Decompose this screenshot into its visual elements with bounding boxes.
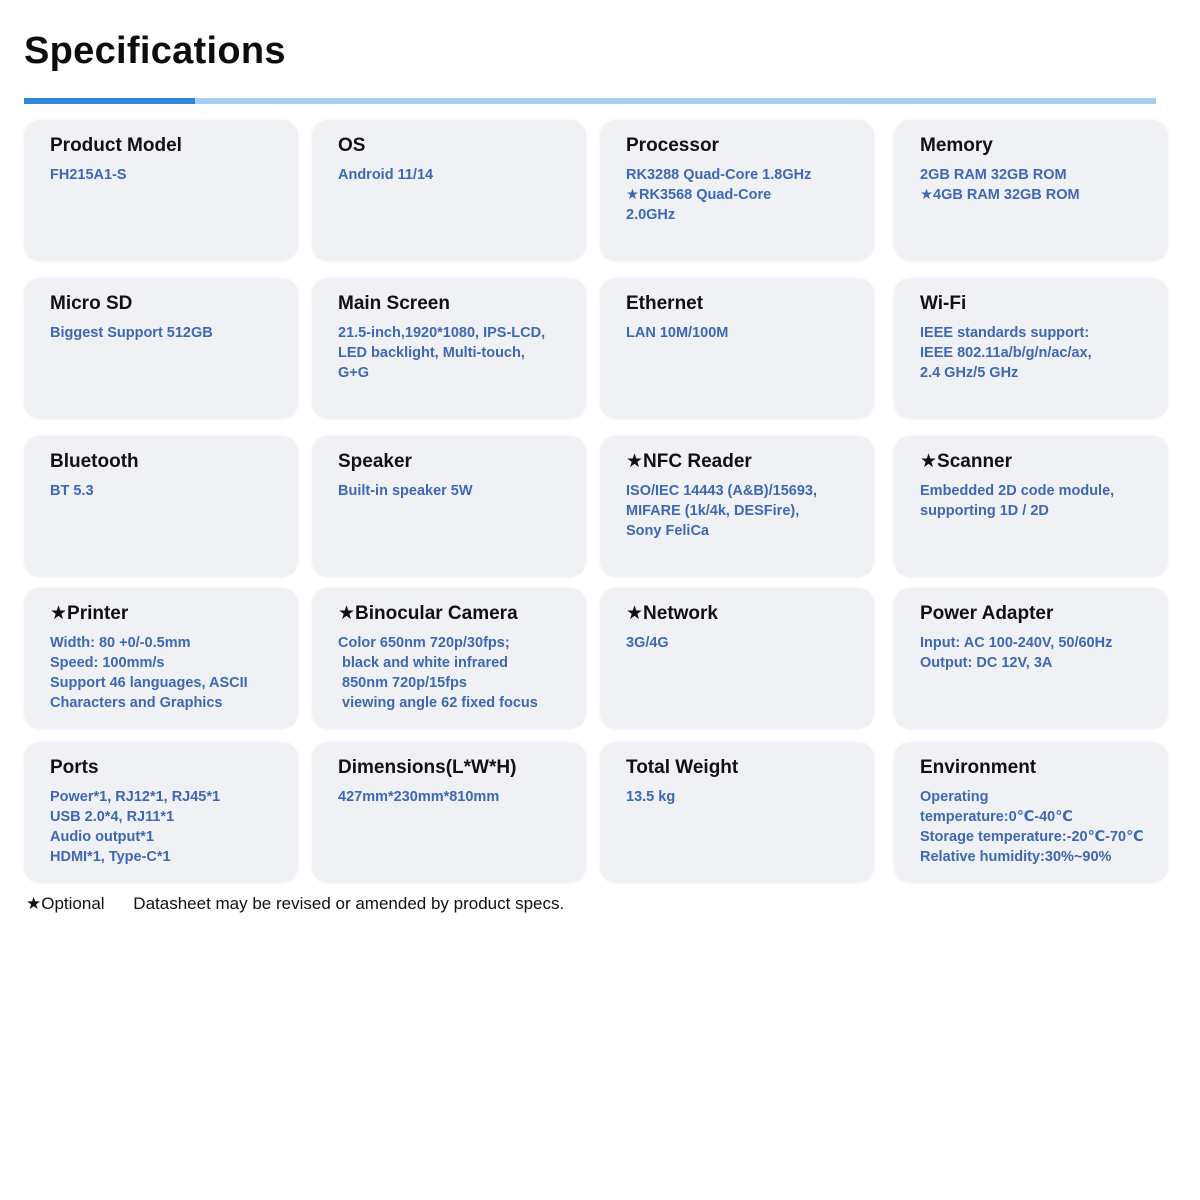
spec-card [894, 278, 1168, 419]
spec-value-line: MIFARE (1k/4k, DESFire), [626, 502, 800, 519]
spec-value-line: Built-in speaker 5W [338, 482, 473, 499]
spec-value [626, 165, 856, 225]
spec-card [600, 278, 874, 419]
optional-legend: ★Optional [26, 894, 105, 913]
spec-value-line: Color 650nm 720p/30fps; [338, 634, 510, 651]
spec-card [312, 588, 586, 729]
spec-label: Ethernet [626, 293, 704, 314]
page-title: Specifications [24, 30, 286, 72]
spec-value [338, 323, 568, 383]
spec-label: Total Weight [626, 757, 739, 778]
spec-value [920, 481, 1150, 521]
spec-card [312, 436, 586, 577]
spec-value-line: black and white infrared [338, 654, 509, 671]
spec-card [894, 588, 1168, 729]
spec-value-line: LED backlight, Multi-touch, [338, 344, 525, 361]
spec-label: Product Model [50, 135, 182, 156]
spec-label: Power Adapter [920, 603, 1054, 624]
spec-value [338, 633, 568, 713]
spec-card [894, 742, 1168, 883]
spec-value-line: IEEE standards support: [920, 324, 1090, 341]
spec-label: Processor [626, 135, 719, 156]
spec-label: Dimensions(L*W*H) [338, 757, 517, 778]
spec-value [50, 165, 280, 185]
spec-value-line: BT 5.3 [50, 482, 94, 499]
spec-card [24, 120, 298, 261]
spec-card [600, 436, 874, 577]
spec-value-line: LAN 10M/100M [626, 324, 729, 341]
spec-value-line: G+G [338, 364, 370, 381]
spec-card [600, 588, 874, 729]
spec-value-line: IEEE 802.11a/b/g/n/ac/ax, [920, 344, 1092, 361]
spec-value-line: ★4GB RAM 32GB ROM [920, 186, 1080, 203]
spec-value-line: 850nm 720p/15fps [338, 674, 467, 691]
spec-value-line: 2.0GHz [626, 206, 676, 223]
spec-value-line: viewing angle 62 fixed focus [338, 694, 538, 711]
spec-card [600, 120, 874, 261]
spec-card [24, 278, 298, 419]
spec-label: Ports [50, 757, 99, 778]
spec-value [920, 323, 1150, 383]
spec-label: Memory [920, 135, 993, 156]
spec-value [920, 633, 1150, 673]
spec-value [626, 787, 856, 807]
spec-value [338, 787, 568, 807]
spec-value-line: HDMI*1, Type-C*1 [50, 848, 171, 865]
spec-value-line: ★RK3568 Quad-Core [626, 186, 772, 203]
spec-value [50, 481, 280, 501]
spec-label: ★NFC Reader [626, 451, 752, 472]
spec-value [626, 633, 856, 653]
spec-value [920, 787, 1150, 867]
spec-value-line: Speed: 100mm/s [50, 654, 165, 671]
spec-label: ★Network [626, 603, 718, 624]
spec-value-line: Embedded 2D code module, [920, 482, 1115, 499]
spec-label: Speaker [338, 451, 412, 472]
spec-value-line: Output: DC 12V, 3A [920, 654, 1053, 671]
spec-label: OS [338, 135, 366, 156]
spec-label: Bluetooth [50, 451, 139, 472]
spec-card [312, 278, 586, 419]
spec-value-line: supporting 1D / 2D [920, 502, 1049, 519]
spec-value-line: 2GB RAM 32GB ROM [920, 166, 1067, 183]
spec-label: ★Binocular Camera [338, 603, 518, 624]
footer-note [26, 894, 564, 914]
spec-card [24, 742, 298, 883]
spec-value-line: ISO/IEC 14443 (A&B)/15693, [626, 482, 818, 499]
spec-label: Micro SD [50, 293, 133, 314]
spec-value-line: Operating [920, 788, 989, 805]
spec-value [920, 165, 1150, 205]
spec-value-line: USB 2.0*4, RJ11*1 [50, 808, 175, 825]
spec-value-line: Audio output*1 [50, 828, 154, 845]
spec-value-line: FH215A1-S [50, 166, 127, 183]
spec-value [50, 633, 280, 713]
datasheet-disclaimer: Datasheet may be revised or amended by product specs. [133, 894, 565, 913]
spec-value [338, 165, 568, 185]
spec-value-line: Relative humidity:30%~90% [920, 848, 1112, 865]
title-underline [24, 98, 1156, 104]
spec-value [338, 481, 568, 501]
spec-value-line: Input: AC 100-240V, 50/60Hz [920, 634, 1113, 651]
spec-card [600, 742, 874, 883]
spec-value-line: 13.5 kg [626, 788, 676, 805]
spec-label: Main Screen [338, 293, 450, 314]
spec-card [24, 436, 298, 577]
spec-label: Wi-Fi [920, 293, 967, 314]
spec-value-line: Biggest Support 512GB [50, 324, 213, 341]
spec-value-line: 2.4 GHz/5 GHz [920, 364, 1019, 381]
underline-accent [24, 98, 195, 104]
spec-value-line: 21.5-inch,1920*1080, IPS-LCD, [338, 324, 546, 341]
spec-value [50, 323, 280, 343]
spec-value-line: Sony FeliCa [626, 522, 709, 539]
spec-value-line: Support 46 languages, ASCII [50, 674, 248, 691]
spec-value [626, 323, 856, 343]
spec-value-line: Width: 80 +0/-0.5mm [50, 634, 191, 651]
spec-card [24, 588, 298, 729]
spec-value-line: Android 11/14 [338, 166, 434, 183]
spec-card [894, 120, 1168, 261]
spec-value [50, 787, 280, 867]
spec-value-line: Storage temperature:-20℃-70℃ [920, 828, 1144, 845]
spec-label: ★Scanner [920, 451, 1013, 472]
spec-value-line: temperature:0℃-40℃ [920, 808, 1073, 825]
spec-value-line: RK3288 Quad-Core 1.8GHz [626, 166, 812, 183]
spec-value [626, 481, 856, 541]
spec-label: Environment [920, 757, 1037, 778]
spec-label: ★Printer [50, 603, 129, 624]
spec-value-line: Power*1, RJ12*1, RJ45*1 [50, 788, 221, 805]
spec-card [312, 742, 586, 883]
spec-value-line: Characters and Graphics [50, 694, 223, 711]
spec-card [894, 436, 1168, 577]
spec-card [312, 120, 586, 261]
spec-value-line: 3G/4G [626, 634, 669, 651]
spec-value-line: 427mm*230mm*810mm [338, 788, 500, 805]
